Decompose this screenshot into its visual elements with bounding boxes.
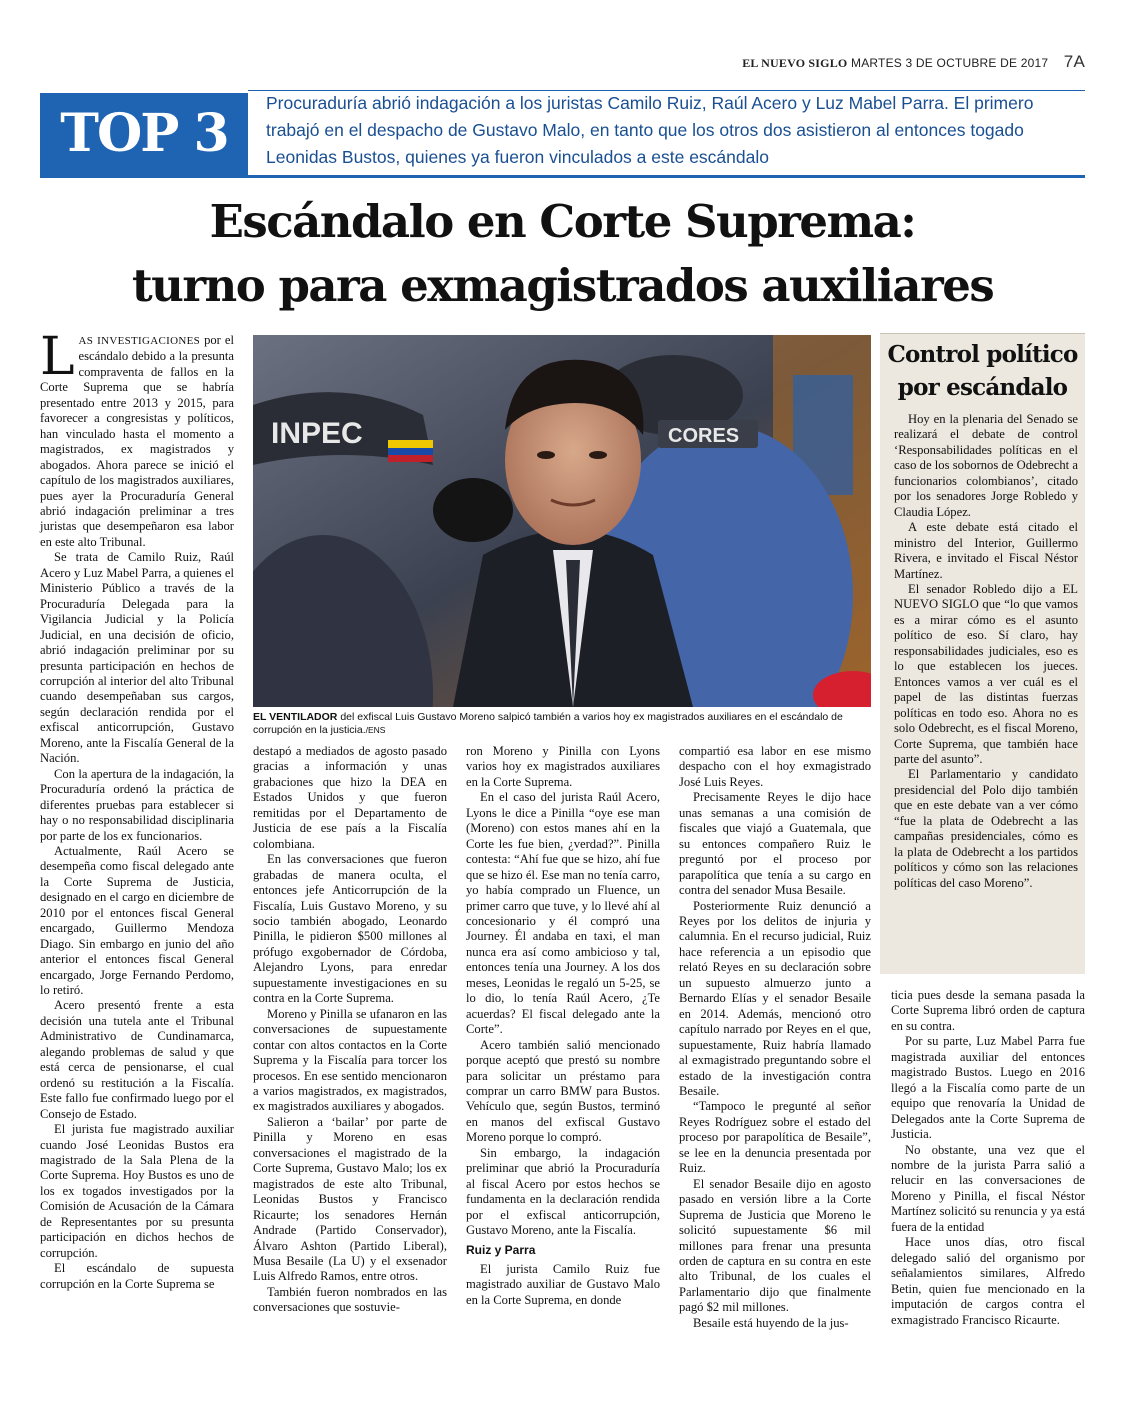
headline-line-2: turno para exmagistrados auxiliares bbox=[131, 259, 994, 312]
paragraph: El Parlamentario y candidato presidencial del Polo dijo también que en este debate van a ver cómo “fue la plata de Odebrecht a las campañas presidenciales, cómo es la plata de Odebrecht a los partidos políticos y cómo son las relaciones políticas del caso Moreno”. bbox=[894, 767, 1078, 890]
sidebar-title bbox=[880, 338, 1085, 404]
paragraph: Por su parte, Luz Mabel Parra fue magistrada auxiliar del entonces magistrado Bustos. Luego en 2016 llegó a la Fiscalía como parte de un equipo que renovaría la Unidad de Delegados ante la Corte Suprema de Justicia. bbox=[891, 1034, 1085, 1142]
paragraph: Hoy en la plenaria del Senado se realizará el debate de control ‘Responsabilidades políticas en el caso de los sobornos de Odebrecht a funcionarios colombianos’, citado por los senadores Jorge Robledo y Claudia López. bbox=[894, 412, 1078, 519]
paragraph: El senador Robledo dijo a EL NUEVO SIGLO que “lo que vamos es a mirar cómo es el asunto político de eso. Sí claro, hay responsabilidades judiciales, eso es lo que establecen los jueces. Entonces vamos a ver cuál es el papel de las distintas fuerzas políticas en todo eso. Ahora no es solo Odebrecht, es el fiscal Moreno, Corte Suprema, que también hace parte del asunto”. bbox=[894, 581, 1078, 766]
caption-lead: EL VENTILADOR bbox=[253, 711, 338, 723]
paragraph: A este debate está citado el ministro del Interior, Guillermo Rivera, e invitado el Fiscal Néstor Martínez. bbox=[894, 520, 1078, 581]
paragraph: En el caso del jurista Raúl Acero, Lyons le dice a Pinilla “oye ese man (Moreno) con estos manes ahí en la Corte les fue bien, ¿verdad?”. Pinilla contesta: “Ahí fue que se hizo, ahí fue que se hizo él. Ese man no tenía carro, yo había comprado un Fluence, un primer carro que tuve, y lo llevé ahí al concesionario y él compró una Journey. Él andaba en taxi, el man nunca era así como ambicioso y tal, entonces tenía una Journey. A los dos meses, Leonidas le regaló un 5-25, se lo dio, lo tenía Raúl Acero, ¿Te acuerdas? El fiscal delegado ante la Corte”. bbox=[466, 790, 660, 1037]
paragraph: destapó a mediados de agosto pasado gracias a información y unas grabaciones que hizo la DEA en Estados Unidos y que fueron remitidas por el Departamento de Justicia de ese país a la Fiscalía colombiana. bbox=[253, 744, 447, 851]
article-column-4 bbox=[679, 744, 871, 1331]
paragraph: El senador Besaile dijo en agosto pasado en versión libre a la Corte Suprema de Justicia que Moreno le solicitó supuestamente $6 mil millones para frenar una presunta orden de captura en su contra en este alto Tribunal, de los cuales el Parlamentario dijo que finalmente pagó $2 mil millones. bbox=[679, 1176, 871, 1315]
paragraph: ticia pues desde la semana pasada la Corte Suprema libró orden de captura en su contra. bbox=[891, 988, 1085, 1033]
paragraph: Precisamente Reyes le dijo hace unas semanas a una comisión de fiscales que viajó a Guatemala, que su entonces compañero Ruiz le preguntó por el proceso por parapolítica que tenía a su cargo en contra del senador Musa Besaile. bbox=[679, 790, 871, 898]
paragraph: Posteriormente Ruiz denunció a Reyes por los delitos de injuria y calumnia. En el recurso judicial, Ruiz hace referencia a un episodio que relató Reyes en su declaración sobre un supuesto almuerzo junto a Bernardo Elías y el senador Besaile en 2014. Además, mencionó otro capítulo narrado por Reyes en el que, supuestamente, Ruiz habría llamado al exmagistrado preguntando sobre el estado de la investigación contra Besaile. bbox=[679, 898, 871, 1098]
kicker-summary: Procuraduría abrió indagación a los juristas Camilo Ruiz, Raúl Acero y Luz Mabel Parra. El primero trabajó en el despacho de Gustavo Malo, en tanto que los otros dos asistieron al entonces togado Leonidas Bustos, quienes ya fueron vinculados a este escándalo bbox=[266, 93, 1034, 167]
caption-text: del exfiscal Luis Gustavo Moreno salpicó también a varios hoy ex magistrados auxiliares en el escándalo de corrupción en la justicia. bbox=[253, 711, 843, 736]
paragraph: En las conversaciones que fueron grabadas de manera oculta, el entonces jefe Anticorrupción de la Fiscalía, Luis Gustavo Moreno, y su socio también abogado, Leonardo Pinilla, le pidieron $500 millones al prófugo exgobernador de Córdoba, Alejandro Lyons, para enredar supuestamente investigaciones en su contra en la Corte Suprema. bbox=[253, 852, 447, 1006]
cores-badge: CORES bbox=[668, 425, 740, 447]
issue-date: MARTES 3 DE OCTUBRE DE 2017 bbox=[851, 56, 1049, 70]
paragraph: Acero también salió mencionado porque aceptó que prestó su nombre para solicitar un préstamo para comprar un carro BMW para Bustos. Vehículo que, según Bustos, terminó en manos del exfiscal Gustavo Moreno porque lo compró. bbox=[466, 1037, 660, 1145]
paragraph: El escándalo de supuesta corrupción en la Corte Suprema se bbox=[40, 1261, 234, 1291]
sidebar-title-line-1: Control político bbox=[887, 341, 1078, 368]
inpec-badge: INPEC bbox=[271, 417, 363, 450]
headline-line-1: Escándalo en Corte Suprema: bbox=[209, 195, 916, 248]
paragraph: Sin embargo, la indagación preliminar que abrió la Procuraduría al fiscal Acero por estos hechos se fundamenta en la declaración rendida por el exfiscal anticorrupción, Gustavo Moreno, ante la Fiscalía. bbox=[466, 1145, 660, 1238]
article-column-5 bbox=[891, 988, 1085, 1328]
paragraph: Moreno y Pinilla se ufanaron en las conversaciones de supuestamente contar con altos contactos en la Corte Suprema y la Fiscalía para torcer los procesos. En ese sentido mencionaron a varios magistrados, ex magistrados, ex magistrados auxiliares y abogados. bbox=[253, 1006, 447, 1114]
lead-paragraph: LAS INVESTIGACIONES por el escándalo debido a la presunta compraventa de fallos en la Corte Suprema que se habría presentado entre 2013 y 2015, para favorecer a congresistas y políticos, han vinculado hasta el momento a magistrados, ex magistrados y abogados. Ahora parece se inició el capítulo de los magistrados auxiliares, pues ayer la Procuraduría General abrió indagación preliminar a tres juristas que desempeñaron esa labor en este alto Tribunal. bbox=[40, 327, 234, 549]
paragraph: “Tampoco le pregunté al señor Reyes Rodríguez sobre el estado del proceso por parapolítica de Besaile”, se lee en la denuncia presentada por Ruiz. bbox=[679, 1099, 871, 1176]
drop-cap: L bbox=[40, 327, 75, 387]
sidebar-title-line-2: por escándalo bbox=[897, 374, 1068, 401]
paragraph: Acero presentó frente a esta decisión una tutela ante el Tribunal Administrativo de Cundinamarca, alegando problemas de salud y que está cerca de pensionarse, el cual ordenó su restitución a la Fiscalía. Este fallo fue confirmado luego por el Consejo de Estado. bbox=[40, 998, 234, 1121]
headline bbox=[40, 190, 1085, 318]
paragraph: Hace unos días, otro fiscal delegado salió del organismo por señalamientos similares, Alfredo Betin, quien fue mencionado en la imputación de cargos contra el exmagistrado Francisco Ricaurte. bbox=[891, 1235, 1085, 1327]
photo-credit: /ENS bbox=[365, 725, 386, 735]
paragraph: El jurista fue magistrado auxiliar cuando José Leonidas Bustos era magistrado de la Sala Plena de la Corte Suprema. Hoy Bustos es uno de los ex togados investigados por la Comisión de Acusación de la Cámara de Representantes por su presunta participación en dichos hechos de corrupción. bbox=[40, 1122, 234, 1260]
sidebar-text bbox=[894, 412, 1078, 891]
article-column-1 bbox=[40, 327, 234, 1292]
paragraph: Actualmente, Raúl Acero se desempeña como fiscal delegado ante la Corte Suprema de Justicia, designado en el cargo en diciembre de 2010 por el entonces fiscal General encargado, Guillermo Mendoza Diago. Sin embargo en junio del año anterior el entonces fiscal General encargado, Jorge Fernando Perdomo, lo retiró. bbox=[40, 843, 234, 998]
paragraph: Se trata de Camilo Ruiz, Raúl Acero y Luz Mabel Parra, a quienes el Ministerio Público a través de la Procuraduría Delegada para la Vigilancia Judicial y la Policía Judicial, en una decisión de oficio, abrió indagación preliminar por su presunta participación en hechos de corrupción al interior del alto Tribunal cuando desempeñaban sus cargos, según declaración rendida por el exfiscal anticorrupción, Gustavo Moreno, ante la Fiscalía General de la Nación. bbox=[40, 550, 234, 766]
paragraph: Salieron a ‘bailar’ por parte de Pinilla y Moreno en esas conversaciones el magistrado de la Corte Suprema, Gustavo Malo; los ex magistrados de este alto Tribunal, Leonidas Bustos y Francisco Ricaurte; los senadores Hernán Andrade (Partido Conservador), Álvaro Ashton (Partido Liberal), Musa Besaile (La U) y el exsenador Luis Alfredo Ramos, entre otros. bbox=[253, 1114, 447, 1284]
page-number: 7A bbox=[1063, 52, 1085, 71]
paragraph: No obstante, una vez que el nombre de la jurista Parra salió a relucir en las conversaciones de Moreno y Pinilla, el fiscal Néstor Martínez solicitó su renuncia y ya está fuera de la entidad bbox=[891, 1142, 1085, 1234]
subheading: Ruiz y Parra bbox=[466, 1242, 536, 1257]
top3-label: TOP 3 bbox=[40, 93, 248, 175]
photo-illustration bbox=[253, 335, 871, 707]
paragraph: Con la apertura de la indagación, la Procuraduría ordenó la práctica de diferentes pruebas para establecer si hay o no responsabilidad disciplinaria por parte de los ex funcionarios. bbox=[40, 766, 234, 843]
paragraph: compartió esa labor en ese mismo despacho con el hoy exmagistrado José Luis Reyes. bbox=[679, 744, 871, 789]
page-header bbox=[742, 52, 1085, 72]
paragraph: También fueron nombrados en las conversaciones que sostuvie- bbox=[253, 1284, 447, 1315]
article-column-2 bbox=[253, 744, 447, 1316]
paragraph: El jurista Camilo Ruiz fue magistrado auxiliar de Gustavo Malo en la Corte Suprema, en donde bbox=[466, 1261, 660, 1307]
paragraph: ron Moreno y Pinilla con Lyons varios hoy ex magistrados auxiliares en la Corte Suprema. bbox=[466, 744, 660, 789]
photo-caption bbox=[253, 711, 871, 737]
article-photo bbox=[253, 335, 871, 707]
paragraph: Besaile está huyendo de la jus- bbox=[693, 1315, 849, 1330]
article-column-3 bbox=[466, 744, 660, 1308]
newspaper-name: EL NUEVO SIGLO bbox=[742, 56, 848, 70]
section-rule bbox=[40, 175, 1085, 178]
